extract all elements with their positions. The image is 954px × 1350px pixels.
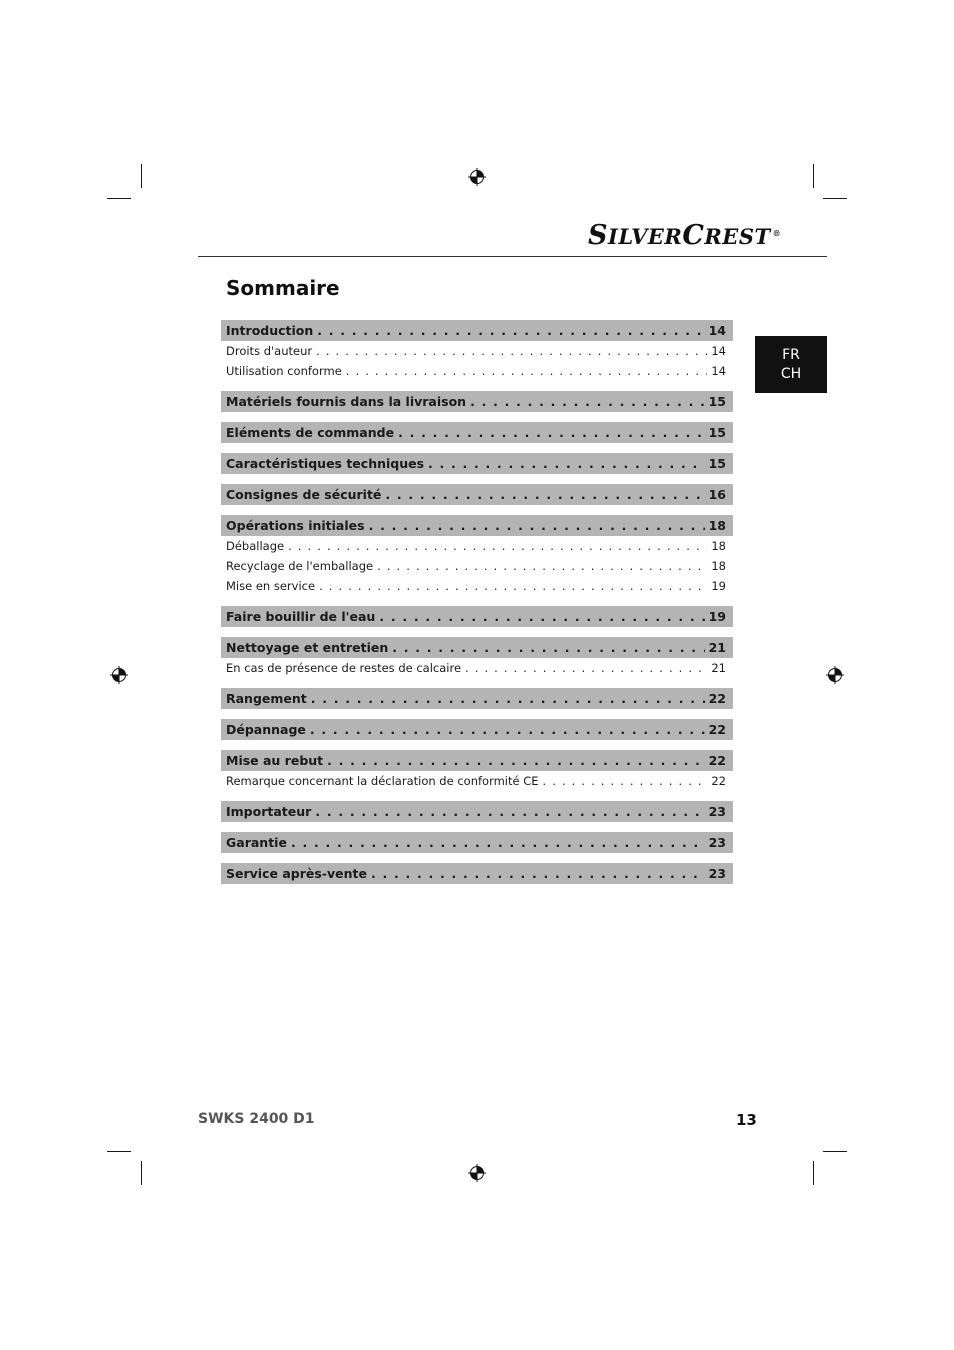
toc-section-row[interactable] [221,320,733,341]
header-rule [198,256,827,257]
toc-entry-label: En cas de présence de restes de calcaire [226,661,462,675]
model-number: SWKS 2400 D1 [198,1111,315,1127]
crop-mark [823,1151,847,1152]
toc-dot-leader [379,609,704,624]
toc-entry-label: Déballage [226,539,285,553]
toc-section-row[interactable] [221,453,733,474]
toc-entry-label: Importateur [226,804,312,819]
toc-spacer [221,443,733,453]
registration-crosshair-icon [110,666,128,684]
toc-dot-leader [470,394,705,409]
crop-mark [813,1161,814,1185]
toc-entry-label: Introduction [226,323,314,338]
toc-dot-leader [311,691,705,706]
toc-dot-leader [291,835,705,850]
toc-entry-label: Recyclage de l'emballage [226,559,374,573]
toc-entry-page: 22 [708,722,726,737]
registered-mark: ® [772,228,782,238]
toc-entry-label: Dépannage [226,722,306,737]
crop-mark [107,1151,131,1152]
toc-entry-page: 23 [708,866,726,881]
toc-section-row[interactable] [221,391,733,412]
toc-entry-label: Nettoyage et entretien [226,640,389,655]
table-of-contents [221,320,733,884]
toc-dot-leader [392,640,704,655]
toc-entry-label: Eléments de commande [226,425,395,440]
brand-text: REST [704,224,771,249]
crop-mark [141,1161,142,1185]
registration-crosshair-icon [826,666,844,684]
toc-entry-label: Matériels fournis dans la livraison [226,394,467,409]
toc-entry-page: 16 [708,487,726,502]
toc-entry-page: 14 [711,344,726,358]
toc-section-row[interactable] [221,832,733,853]
toc-dot-leader [371,866,705,881]
toc-entry-page: 18 [708,518,726,533]
toc-spacer [221,791,733,801]
toc-entry-label: Rangement [226,691,307,706]
toc-dot-leader [327,753,704,768]
crop-mark [107,198,131,199]
toc-spacer [221,678,733,688]
toc-spacer [221,505,733,515]
toc-entry-page: 15 [708,394,726,409]
toc-entry-page: 19 [708,609,726,624]
registration-crosshair-icon [468,168,486,186]
toc-dot-leader [385,487,704,502]
toc-section-row[interactable] [221,719,733,740]
toc-entry-label: Service après-vente [226,866,367,881]
toc-subsection-row[interactable] [221,658,733,678]
toc-spacer [221,853,733,863]
language-code: FR [782,346,800,363]
toc-entry-label: Utilisation conforme [226,364,342,378]
toc-section-row[interactable] [221,515,733,536]
toc-spacer [221,709,733,719]
toc-entry-page: 19 [711,579,726,593]
toc-spacer [221,412,733,422]
toc-subsection-row[interactable] [221,361,733,381]
toc-entry-page: 23 [708,804,726,819]
toc-spacer [221,740,733,750]
toc-section-row[interactable] [221,801,733,822]
toc-entry-label: Consignes de sécurité [226,487,382,502]
toc-subsection-row[interactable] [221,536,733,556]
brand-text: ILVER [608,224,683,249]
toc-dot-leader [398,425,705,440]
toc-entry-page: 23 [708,835,726,850]
toc-dot-leader [315,804,704,819]
toc-section-row[interactable] [221,863,733,884]
toc-entry-label: Caractéristiques techniques [226,456,425,471]
toc-dot-leader [377,559,707,573]
toc-dot-leader [543,774,708,788]
toc-spacer [221,596,733,606]
toc-entry-label: Mise en service [226,579,316,593]
toc-entry-page: 18 [711,539,726,553]
language-tab [755,336,827,393]
toc-dot-leader [317,323,704,338]
brand-logo [588,220,781,252]
toc-entry-label: Mise au rebut [226,753,324,768]
toc-dot-leader [316,344,707,358]
brand-letter: S [588,220,608,251]
brand-letter: C [682,220,705,251]
toc-dot-leader [369,518,705,533]
toc-dot-leader [346,364,708,378]
toc-entry-label: Opérations initiales [226,518,365,533]
toc-entry-label: Droits d'auteur [226,344,313,358]
toc-subsection-row[interactable] [221,771,733,791]
toc-section-row[interactable] [221,606,733,627]
toc-subsection-row[interactable] [221,341,733,361]
toc-section-row[interactable] [221,422,733,443]
country-code: CH [780,365,802,382]
toc-subsection-row[interactable] [221,556,733,576]
toc-entry-label: Faire bouillir de l'eau [226,609,376,624]
toc-entry-page: 18 [711,559,726,573]
toc-dot-leader [288,539,707,553]
toc-dot-leader [319,579,707,593]
toc-entry-page: 14 [711,364,726,378]
toc-section-row[interactable] [221,688,733,709]
page-number: 13 [736,1111,757,1129]
toc-spacer [221,822,733,832]
toc-section-row[interactable] [221,750,733,771]
registration-crosshair-icon [468,1164,486,1182]
toc-entry-page: 21 [711,661,726,675]
toc-entry-page: 21 [708,640,726,655]
toc-section-row[interactable] [221,484,733,505]
toc-section-row[interactable] [221,637,733,658]
toc-entry-page: 22 [708,753,726,768]
crop-mark [813,164,814,188]
toc-entry-page: 22 [711,774,726,788]
toc-dot-leader [465,661,707,675]
crop-mark [141,164,142,188]
toc-dot-leader [428,456,705,471]
crop-mark [823,198,847,199]
toc-subsection-row[interactable] [221,576,733,596]
toc-entry-page: 15 [708,456,726,471]
toc-entry-page: 15 [708,425,726,440]
toc-entry-page: 22 [708,691,726,706]
toc-spacer [221,474,733,484]
toc-dot-leader [310,722,705,737]
toc-spacer [221,381,733,391]
toc-entry-label: Remarque concernant la déclaration de conformité CE [226,774,539,788]
page-title: Sommaire [226,276,340,300]
toc-entry-page: 14 [708,323,726,338]
toc-entry-label: Garantie [226,835,287,850]
toc-spacer [221,627,733,637]
